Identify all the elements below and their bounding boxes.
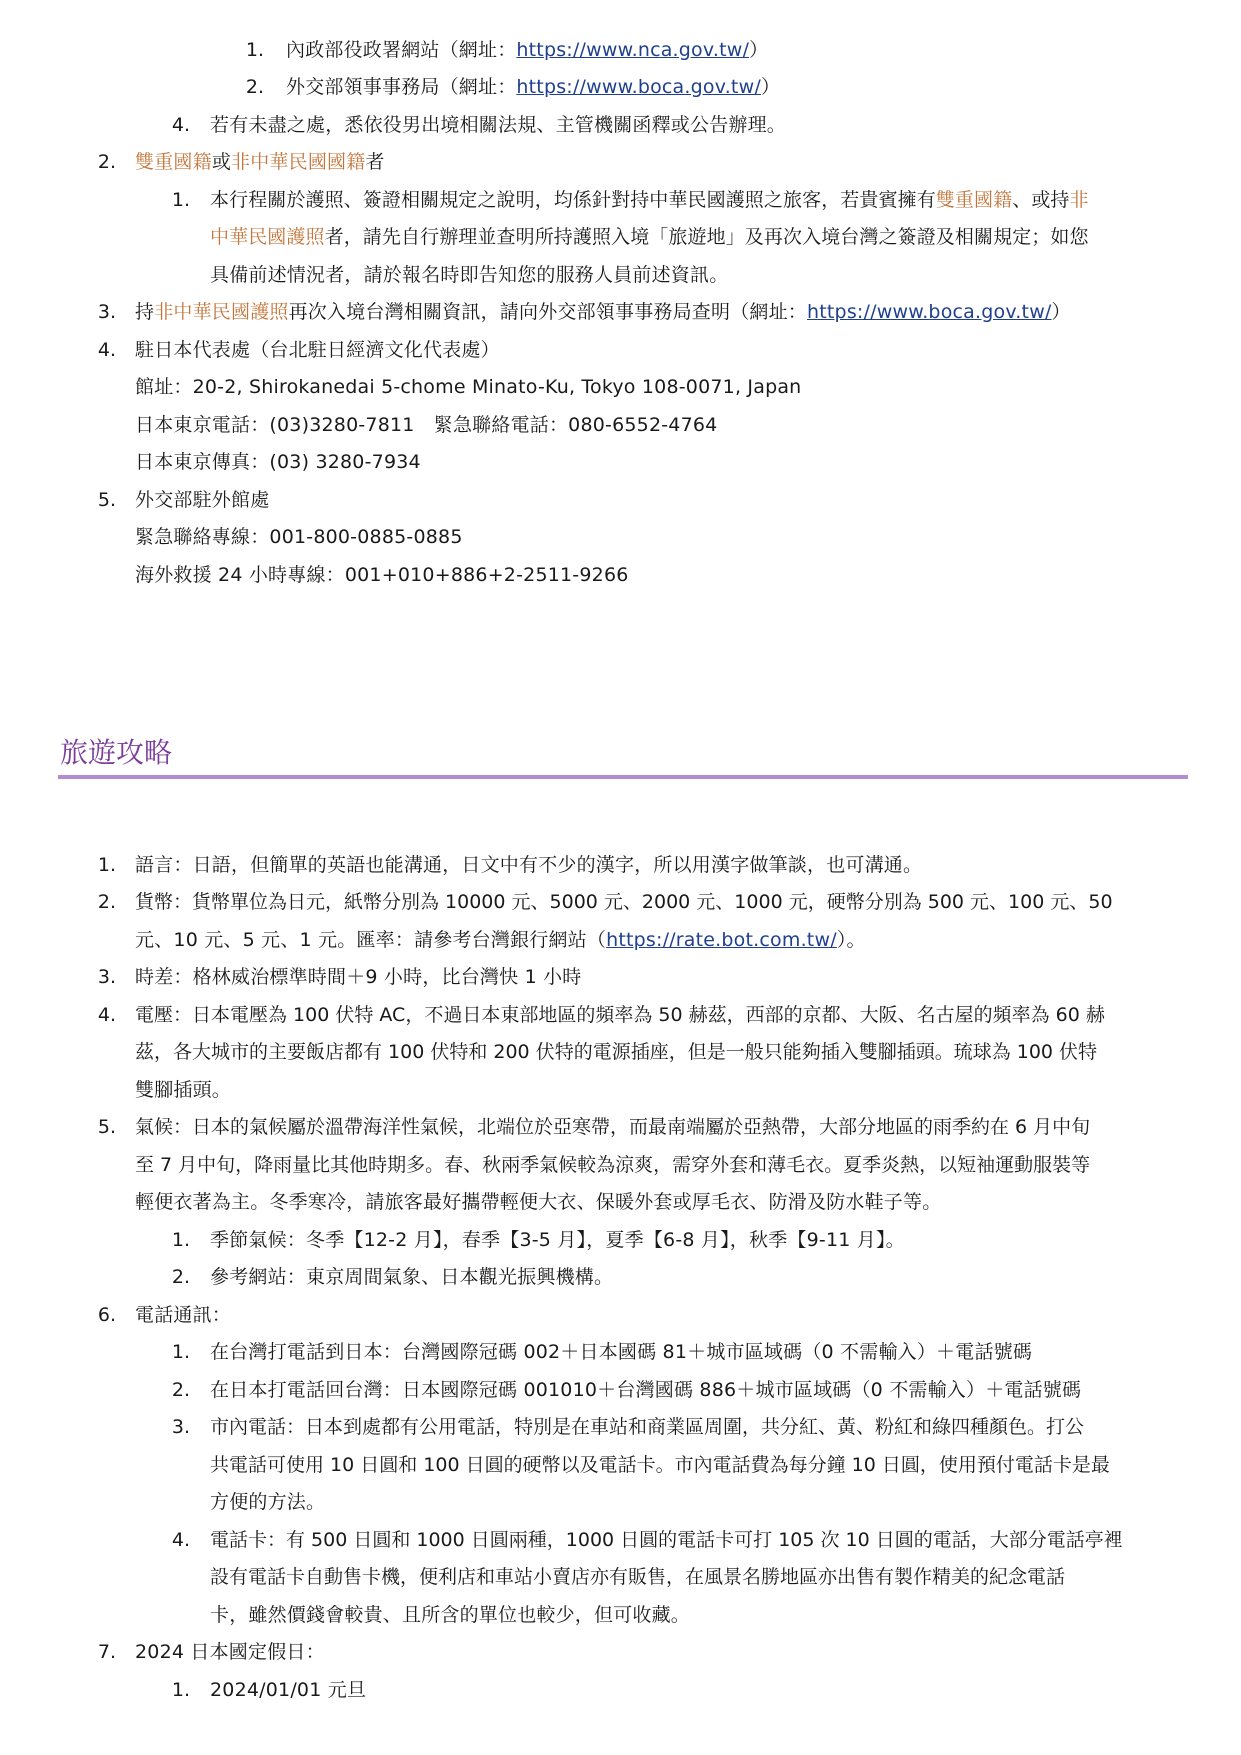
rescue-line: 海外救援 24 小時專線：001+010+886+2-2511-9266 [135,564,629,586]
fax-line: 日本東京傳真：(03) 3280-7934 [135,451,421,473]
list-item: 季節氣候：冬季【12-2 月】，春季【3-5 月】，夏季【6-8 月】，秋季【9-11 月】。 [210,1229,905,1251]
hotline-line: 緊急聯絡專線：001-800-0885-0885 [135,526,463,548]
list-item: 內政部役政署網站（網址：https://www.nca.gov.tw/） [286,39,769,61]
list-number: 6. [97,1304,116,1326]
list-item: 語言：日語，但簡單的英語也能溝通，日文中有不少的漢字，所以用漢字做筆談，也可溝通。 [135,854,923,876]
list-number: 5. [97,1116,116,1138]
list-item-continued: 雙腳插頭。 [135,1079,232,1101]
list-item-continued: 卡，雖然價錢會較貴、且所含的單位也較少，但可收藏。 [210,1604,691,1626]
list-item: 持非中華民國護照再次入境台灣相關資訊，請向外交部領事事務局查明（網址：https://www.boca.gov.tw/） [135,301,1071,323]
list-number: 5. [97,489,116,511]
list-number: 1. [171,189,190,211]
address-line: 館址：20-2, Shirokanedai 5-chome Minato-Ku, Tokyo 108-0071, Japan [135,376,802,398]
list-item-continued: 茲，各大城市的主要飯店都有 100 伏特和 200 伏特的電源插座，但是一般只能夠插入雙腳插頭。琉球為 100 伏特 [135,1041,1098,1063]
list-item: 電話卡：有 500 日圓和 1000 日圓兩種，1000 日圓的電話卡可打 105 次 10 日圓的電話，大部分電話亭裡 [210,1529,1123,1551]
list-item: 本行程關於護照、簽證相關規定之說明，均係針對持中華民國護照之旅客，若貴賓擁有雙重國籍、或持非 [210,189,1089,211]
list-number: 4. [97,339,116,361]
list-number: 4. [171,114,190,136]
list-item: 2024/01/01 元旦 [210,1679,367,1701]
section-title: 旅遊攻略 [60,736,173,769]
list-item: 在台灣打電話到日本：台灣國際冠碼 002＋日本國碼 81＋城市區域碼（0 不需輸入）＋電話號碼 [210,1341,1033,1363]
list-item-continued: 輕便衣著為主。冬季寒冷，請旅客最好攜帶輕便大衣、保暖外套或厚毛衣、防滑及防水鞋子等。 [135,1191,942,1213]
list-item: 外交部領事事務局（網址：https://www.boca.gov.tw/） [286,76,781,98]
list-number: 3. [97,301,116,323]
list-number: 1. [245,39,264,61]
list-item: 駐日本代表處（台北駐日經濟文化代表處） [135,339,500,361]
list-item: 時差：格林威治標準時間＋9 小時，比台灣快 1 小時 [135,966,582,988]
list-item: 雙重國籍或非中華民國國籍者 [135,151,385,173]
list-item: 電話通訊： [135,1304,232,1326]
list-item-continued: 具備前述情況者，請於報名時即告知您的服務人員前述資訊。 [210,264,729,286]
list-item: 在日本打電話回台灣：日本國際冠碼 001010＋台灣國碼 886＋城市區域碼（0 不需輸入）＋電話號碼 [210,1379,1082,1401]
list-number: 1. [97,854,116,876]
list-number: 1. [171,1229,190,1251]
list-number: 2. [171,1379,190,1401]
list-item: 外交部駐外館處 [135,489,270,511]
list-item-continued: 設有電話卡自動售卡機，便利店和車站小賣店亦有販售，在風景名勝地區亦出售有製作精美的紀念電話 [210,1566,1066,1588]
list-item-continued: 共電話可使用 10 日圓和 100 日圓的硬幣以及電話卡。市內電話費為每分鐘 10 日圓，使用預付電話卡是最 [210,1454,1110,1476]
list-item: 若有未盡之處，悉依役男出境相關法規、主管機關函釋或公告辦理。 [210,114,787,136]
list-number: 3. [171,1416,190,1438]
list-item-continued: 元、10 元、5 元、1 元。匯率：請參考台灣銀行網站（https://rate.bot.com.tw/）。 [135,929,866,951]
boca-link[interactable]: https://www.boca.gov.tw/ [807,301,1052,323]
phone-line: 日本東京電話：(03)3280-7811 緊急聯絡電話：080-6552-4764 [135,414,718,436]
list-number: 2. [97,891,116,913]
boca-link[interactable]: https://www.boca.gov.tw/ [516,76,761,98]
list-item: 市內電話：日本到處都有公用電話，特別是在車站和商業區周圍，共分紅、黃、粉紅和綠四種顏色。打公 [210,1416,1085,1438]
list-item: 2024 日本國定假日： [135,1641,325,1663]
list-item: 氣候：日本的氣候屬於溫帶海洋性氣候，北端位於亞寒帶，而最南端屬於亞熱帶，大部分地區的雨季約在 6 月中旬 [135,1116,1091,1138]
list-item: 電壓：日本電壓為 100 伏特 AC，不過日本東部地區的頻率為 50 赫茲，西部的京都、大阪、名古屋的頻率為 60 赫 [135,1004,1105,1026]
section-divider [58,775,1188,779]
list-number: 7. [97,1641,116,1663]
list-number: 4. [97,1004,116,1026]
list-number: 3. [97,966,116,988]
list-number: 2. [97,151,116,173]
list-item-continued: 至 7 月中旬，降雨量比其他時期多。春、秋兩季氣候較為涼爽，需穿外套和薄毛衣。夏季炎熱，以短袖運動服裝等 [135,1154,1091,1176]
list-number: 4. [171,1529,190,1551]
bot-rate-link[interactable]: https://rate.bot.com.tw/ [606,929,837,951]
list-item: 參考網站：東京周間氣象、日本觀光振興機構。 [210,1266,614,1288]
list-number: 2. [245,76,264,98]
list-number: 1. [171,1679,190,1701]
nca-link[interactable]: https://www.nca.gov.tw/ [516,39,750,61]
list-item-continued: 中華民國護照者，請先自行辦理並查明所持護照入境「旅遊地」及再次入境台灣之簽證及相關規定；如您 [210,226,1089,248]
list-item: 貨幣：貨幣單位為日元，紙幣分別為 10000 元、5000 元、2000 元、1000 元，硬幣分別為 500 元、100 元、50 [135,891,1113,913]
list-number: 1. [171,1341,190,1363]
list-item-continued: 方便的方法。 [210,1491,326,1513]
list-number: 2. [171,1266,190,1288]
